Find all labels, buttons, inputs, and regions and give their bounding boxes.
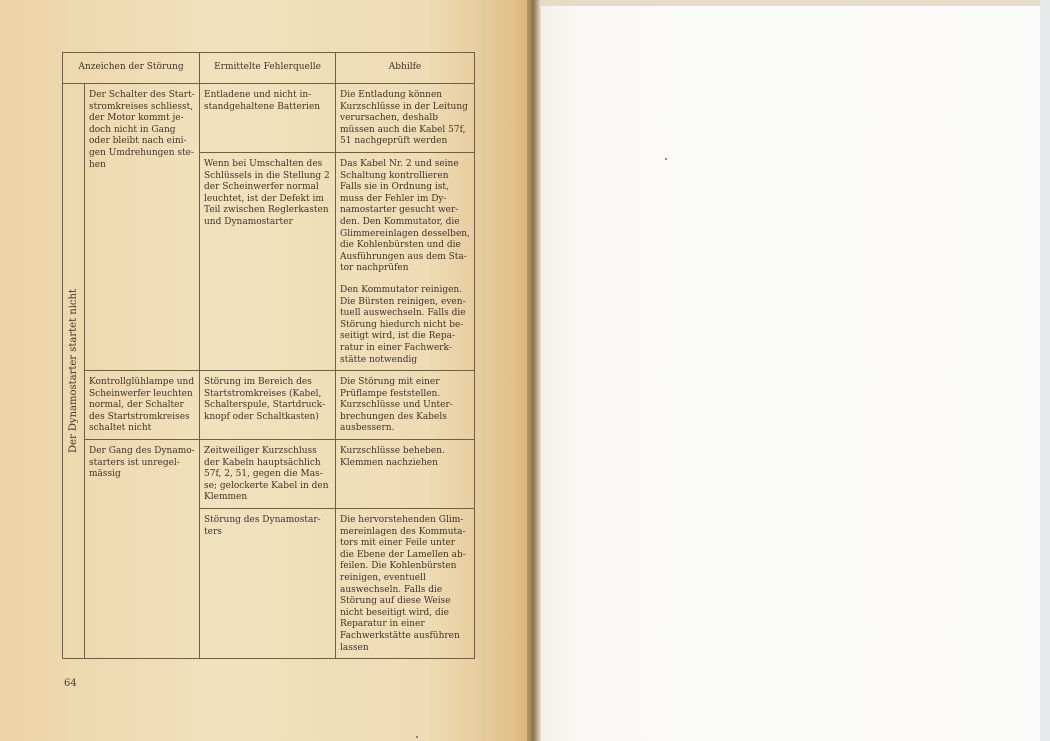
side-label-cell: [63, 84, 85, 659]
cause-cell: Entladene und nicht instandgehaltene Batterien: [200, 84, 336, 153]
remedy-cell: Die hervorstehenden Glimmereinlagen des Kommutators mit einer Feile unter die Ebene der Lamellen abfeilen. Die Kohlenbürsten reinigen, eventuell auswechseln. Falls die Störung auf diese Weise nicht beseitigt wird, die Reparatur in einer Fachwerkstätte ausführen lassen: [336, 509, 475, 659]
paper-speck: [416, 736, 418, 738]
fault-table: [62, 52, 475, 659]
book-gutter: [527, 0, 541, 741]
header-remedy: Abhilfe: [336, 53, 475, 84]
paper-speck: [665, 158, 667, 160]
remedy-cell: Die Störung mit einer Prüflampe feststellen. Kurzschlüsse und Unterbrechungen des Kabels ausbessern.: [336, 371, 475, 440]
cause-cell: Wenn bei Umschalten des Schlüssels in die Stellung 2 der Scheinwerfer normal leuchtet, ist der Defekt im Teil zwischen Reglerkasten und Dynamostarter: [200, 153, 336, 371]
table-row: [63, 84, 475, 153]
background-strip: [1040, 0, 1050, 741]
page-number: 64: [64, 678, 77, 689]
remedy-cell: Kurzschlüsse beheben. Klemmen nachziehen: [336, 440, 475, 509]
symptom-cell: Der Schalter des Startstromkreises schliesst, der Motor kommt jedoch nicht in Gang oder bleibt nach einigen Umdrehungen stehen: [85, 84, 200, 371]
right-page: [538, 6, 1044, 741]
symptom-cell: Kontrollglühlampe und Scheinwerfer leuchten normal, der Schalter des Startstromkreises schaltet nicht: [85, 371, 200, 440]
cause-cell: Störung des Dynamostarters: [200, 509, 336, 659]
cause-cell: Störung im Bereich des Startstromkreises (Kabel, Schalterspule, Startdruckknopf oder Schaltkasten): [200, 371, 336, 440]
header-cause: Ermittelte Fehlerquelle: [200, 53, 336, 84]
remedy-cell: Das Kabel Nr. 2 und seine Schaltung kontrollieren Falls sie in Ordnung ist, muss der Fehler im Dynamostarter gesucht werden. Den Kommutator, die Glimmereinlagen desselben, die Kohlenbürsten und die Ausführungen aus dem Stator nachprüfen: [336, 153, 475, 279]
remedy-cell: Den Kommutator reinigen. Die Bürsten reinigen, eventuell auswechseln. Falls die Störung hiedurch nicht beseitigt wird, ist die Reparatur in einer Fachwerkstätte notwendig: [336, 279, 475, 371]
remedy-cell: Die Entladung können Kurzschlüsse in der Leitung verursachen, deshalb müssen auch die Kabel 57f, 51 nachgeprüft werden: [336, 84, 475, 153]
side-label: Der Dynamostarter startet nicht: [67, 289, 79, 454]
cause-cell: Zeitweiliger Kurzschluss der Kabeln hauptsächlich 57f, 2, 51, gegen die Masse; gelockerte Kabel in den Klemmen: [200, 440, 336, 509]
table-header-row: [63, 53, 475, 84]
table-row: [63, 440, 475, 509]
table-row: [63, 371, 475, 440]
header-symptom: Anzeichen der Störung: [63, 53, 200, 84]
symptom-cell: Der Gang des Dynamostarters ist unregelmässig: [85, 440, 200, 659]
